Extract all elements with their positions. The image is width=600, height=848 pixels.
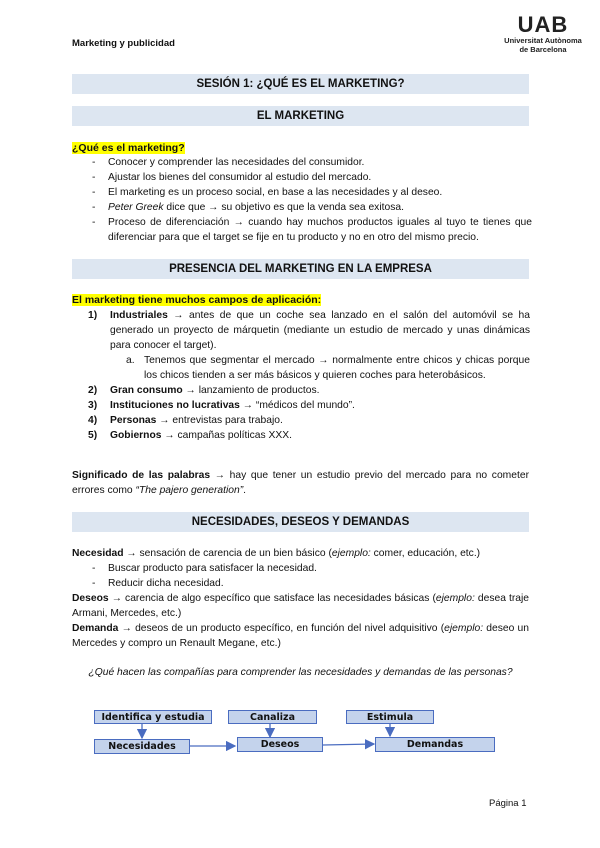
desire-example: desea traje Armani, Mercedes, etc.) — [72, 593, 530, 619]
marketing-section-banner: EL MARKETING — [72, 106, 529, 126]
university-name-line2: de Barcelona — [519, 45, 567, 54]
desire-term: Deseos — [72, 593, 109, 604]
need-example-label: ejemplo: — [331, 548, 371, 559]
companies-question: ¿Qué hacen las compañías para comprender las necesidades y demandas de las personas? — [88, 667, 513, 678]
list-item: - Reducir dicha necesidad. — [92, 576, 532, 591]
list-item: - El marketing es un proceso social, en base a las necesidades y al deseo. — [92, 185, 532, 200]
item-text: → lanzamiento de productos. — [182, 385, 320, 396]
item-term: Personas — [110, 415, 157, 426]
peter-greek-name: Peter Greek — [108, 202, 164, 213]
list-item: - Buscar producto para satisfacer la necesidad. — [92, 561, 532, 576]
desire-example-label: ejemplo: — [435, 593, 475, 604]
need-text: → sensación de carencia de un bien básico ( — [123, 548, 332, 559]
meaning-example: “The pajero generation” — [135, 485, 244, 496]
demand-example-label: ejemplo: — [444, 623, 484, 634]
item-number: 2) — [88, 385, 98, 396]
diagram-box-canaliza: Canaliza — [228, 710, 317, 724]
what-is-heading-text: ¿Qué es el marketing? — [72, 142, 185, 154]
diagram-box-estimula: Estimula — [346, 710, 434, 724]
item-term: Gran consumo — [110, 385, 183, 396]
item-number: 5) — [88, 430, 98, 441]
university-name-line1: Universitat Autònoma — [504, 36, 582, 45]
peter-greek-text: dice que → su objetivo es que la venda sea exitosa. — [163, 202, 404, 213]
item-text: Tenemos que segmentar el mercado → normalmente entre chicos y chicas porque los chicos tienden a ser más básicos y quieren coches para heterobásicos. — [144, 355, 530, 381]
item-number: 3) — [88, 400, 98, 411]
session-title-banner: SESIÓN 1: ¿QUÉ ES EL MARKETING? — [72, 74, 529, 94]
list-item: - Ajustar los bienes del consumidor al estudio del mercado. — [92, 170, 532, 185]
need-term: Necesidad — [72, 548, 124, 559]
item-term: Instituciones no lucrativas — [110, 400, 240, 411]
item-text: → campañas políticas XXX. — [161, 430, 292, 441]
list-item: - Conocer y comprender las necesidades del consumidor. — [92, 155, 532, 170]
item-number: a. — [126, 355, 135, 366]
item-text: → entrevistas para trabajo. — [156, 415, 283, 426]
meaning-term: Significado de las palabras — [72, 470, 211, 481]
list-item: - Proceso de diferenciación → cuando hay muchos productos iguales al tuyo te tienes que diferenciar para que el target se fije en tu producto y no en otro del mismo precio. — [92, 215, 532, 245]
item-number: 4) — [88, 415, 98, 426]
diagram-box-demandas: Demandas — [375, 737, 495, 752]
diagram-box-deseos: Deseos — [237, 737, 323, 752]
demand-text: → deseos de un producto específico, en función del nivel adquisitivo ( — [118, 623, 445, 634]
item-term: Gobiernos — [110, 430, 162, 441]
presence-section-banner: PRESENCIA DEL MARKETING EN LA EMPRESA — [72, 259, 529, 279]
uab-logo-mark: UAB — [517, 12, 569, 37]
needs-section-banner: NECESIDADES, DESEOS Y DEMANDAS — [72, 512, 529, 532]
item-number: 1) — [88, 310, 98, 321]
desire-text: → carencia de algo específico que satisface las necesidades básicas ( — [108, 593, 436, 604]
demand-example: deseo un Mercedes y compro un Renault Megane, etc.) — [72, 623, 530, 649]
item-text: → antes de que un coche sea lanzado en el salón del automóvil se ha generado un proyecto de márquetin (mediante un estudio de mercado y unas dinámicas para conocer el target). — [110, 310, 530, 351]
fields-heading-text: El marketing tiene muchos campos de aplicación: — [72, 294, 322, 306]
need-example: comer, educación, etc.) — [370, 548, 481, 559]
diagram-box-necesidades: Necesidades — [94, 739, 190, 754]
item-text: → “médicos del mundo”. — [239, 400, 355, 411]
page-number: Página 1 — [489, 798, 527, 809]
item-term: Industriales — [110, 310, 168, 321]
meaning-text: → hay que tener un estudio previo del mercado para no cometer errores como — [72, 470, 529, 496]
diagram-box-identifica: Identifica y estudia — [94, 710, 212, 724]
demand-term: Demanda — [72, 623, 119, 634]
meaning-end: . — [243, 485, 247, 496]
course-title: Marketing y publicidad — [72, 38, 175, 49]
arrow-deseos-to-demandas — [323, 744, 374, 745]
